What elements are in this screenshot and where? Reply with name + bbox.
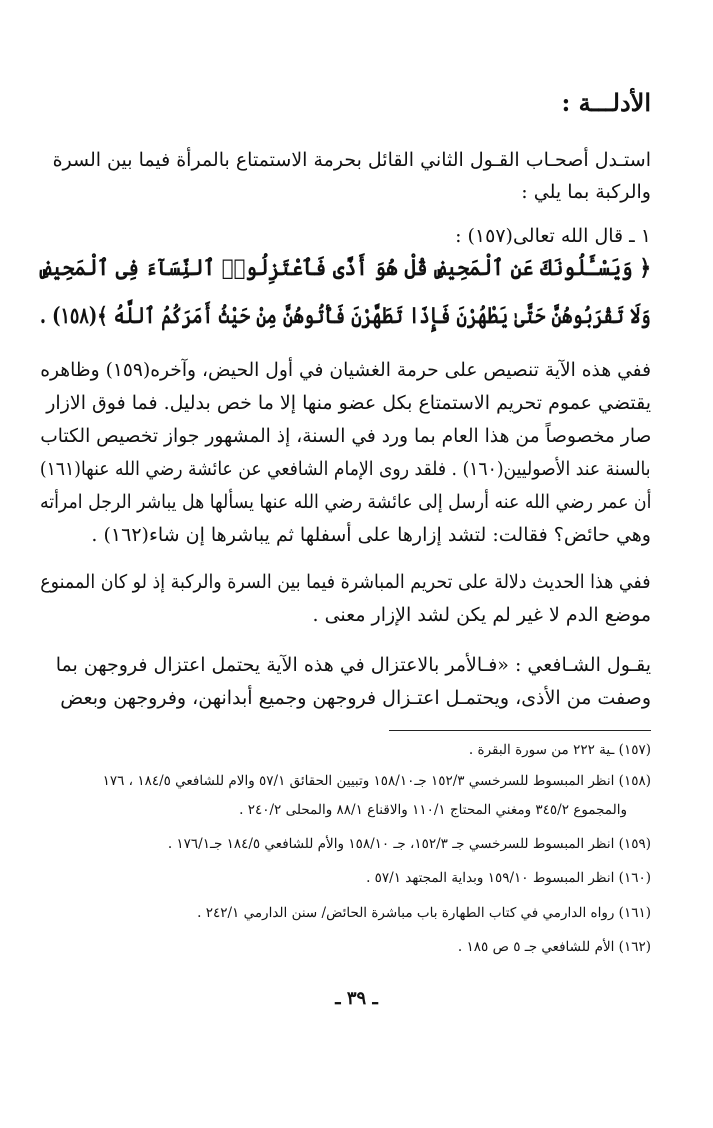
footnote-divider — [389, 730, 651, 731]
footnote-159: (١٥٩) انظر المبسوط للسرخسي جـ ١٥٢/٣، جـ ١٥٨/١٠ والأم للشافعي ١٨٤/٥ جـ١٧٦/١ . — [167, 836, 651, 852]
paragraph2-line-4: بالسنة عند الأصوليين(١٦٠) . فلقد روى الإمام الشافعي عن عائشة رضي الله عنها(١٦١) — [40, 458, 651, 480]
paragraph2-line-6: وهي حائض؟ فقالت: لتشد إزارها على أسفلها ثم يباشرها إن شاء(١٦٢) . — [91, 524, 651, 546]
footnote-158-continued: والمجموع ٣٤٥/٢ ومغني المحتاج ١١٠/١ والاقناع ٨٨/١ والمحلى ٢٤٠/٢ . — [239, 802, 627, 818]
item1-label: ١ ـ قال الله تعالى(١٥٧) : — [455, 225, 651, 247]
footnote-161: (١٦١) رواه الدارمي في كتاب الطهارة باب مباشرة الحائض/ سنن الدارمي ٢٤٢/١ . — [197, 905, 651, 921]
paragraph1-line-2: والركبة بما يلي : — [521, 181, 651, 203]
footnote-157: (١٥٧) ـية ٢٢٢ من سورة البقرة . — [468, 742, 651, 758]
page-number: ـ ٣٩ ـ — [335, 988, 378, 1009]
paragraph3-line-1: ففي هذا الحديث دلالة على تحريم المباشرة فيما بين السرة والركبة إذ لو كان الممنوع — [40, 571, 651, 593]
paragraph2-line-2: يقتضي عموم تحريم الاستمتاع بكل عضو منها إلا ما خص بدليل. فما فوق الازار — [46, 392, 651, 414]
paragraph4-line-2: وصفت من الأذى، ويحتمـل اعتـزال فروجهن وجميع أبدانهن، وفروجهن وبعض — [60, 687, 651, 709]
paragraph2-line-3: صار مخصوصاً من هذا العام بما ورد في السنة، إذ المشهور جواز تخصيص الكتاب — [39, 425, 651, 447]
footnote-162: (١٦٢) الأم للشافعي جـ ٥ ص ١٨٥ . — [457, 939, 651, 955]
paragraph2-line-5: أن عمر رضي الله عنه أرسل إلى عائشة رضي الله عنها يسألها هل يباشر الرجل امرأته — [39, 491, 651, 513]
paragraph3-line-2: موضع الدم لا غير لم يكن لشد الإزار معنى . — [312, 604, 651, 626]
paragraph2-line-1: ففي هذه الآية تنصيص على حرمة الغشيان في أول الحيض، وآخره(١٥٩) وظاهره — [40, 359, 651, 381]
section-heading: الأدلـــة : — [561, 88, 651, 117]
quran-verse-line-1: ﴿ وَيَسْـَٔلُونَكَ عَنِ ٱلْمَحِيضِ قُلْ هُوَ أَذًى فَٱعْتَزِلُوا۟ ٱلنِّسَآءَ فِى ٱلْمَحِيضِ — [39, 255, 651, 281]
quran-verse-line-2: وَلَا تَقْرَبُوهُنَّ حَتَّىٰ يَطْهُرْنَ فَإِذَا تَطَهَّرْنَ فَأْتُوهُنَّ مِنْ حَيْثُ أَمَرَكُمُ ٱللَّهُ ﴾(١٥٨) . — [40, 303, 651, 329]
footnote-160: (١٦٠) انظر المبسوط ١٥٩/١٠ وبداية المجتهد ٥٧/١ . — [366, 870, 651, 886]
paragraph4-line-1: يقـول الشـافعي : «فـالأمر بالاعتزال في هذه الآية يحتمل اعتزال فروجهن بما — [55, 654, 651, 676]
paragraph1-line-1: استـدل أصحـاب القـول الثاني القائل بحرمة الاستمتاع بالمرأة فيما بين السرة — [52, 149, 651, 171]
footnote-158: (١٥٨) انظر المبسوط للسرخسي ١٥٢/٣ جـ١٥٨/١٠ وتبيين الحقائق ٥٧/١ والام للشافعي ١٨٤/٥ ، ١٧٦ — [102, 773, 651, 789]
